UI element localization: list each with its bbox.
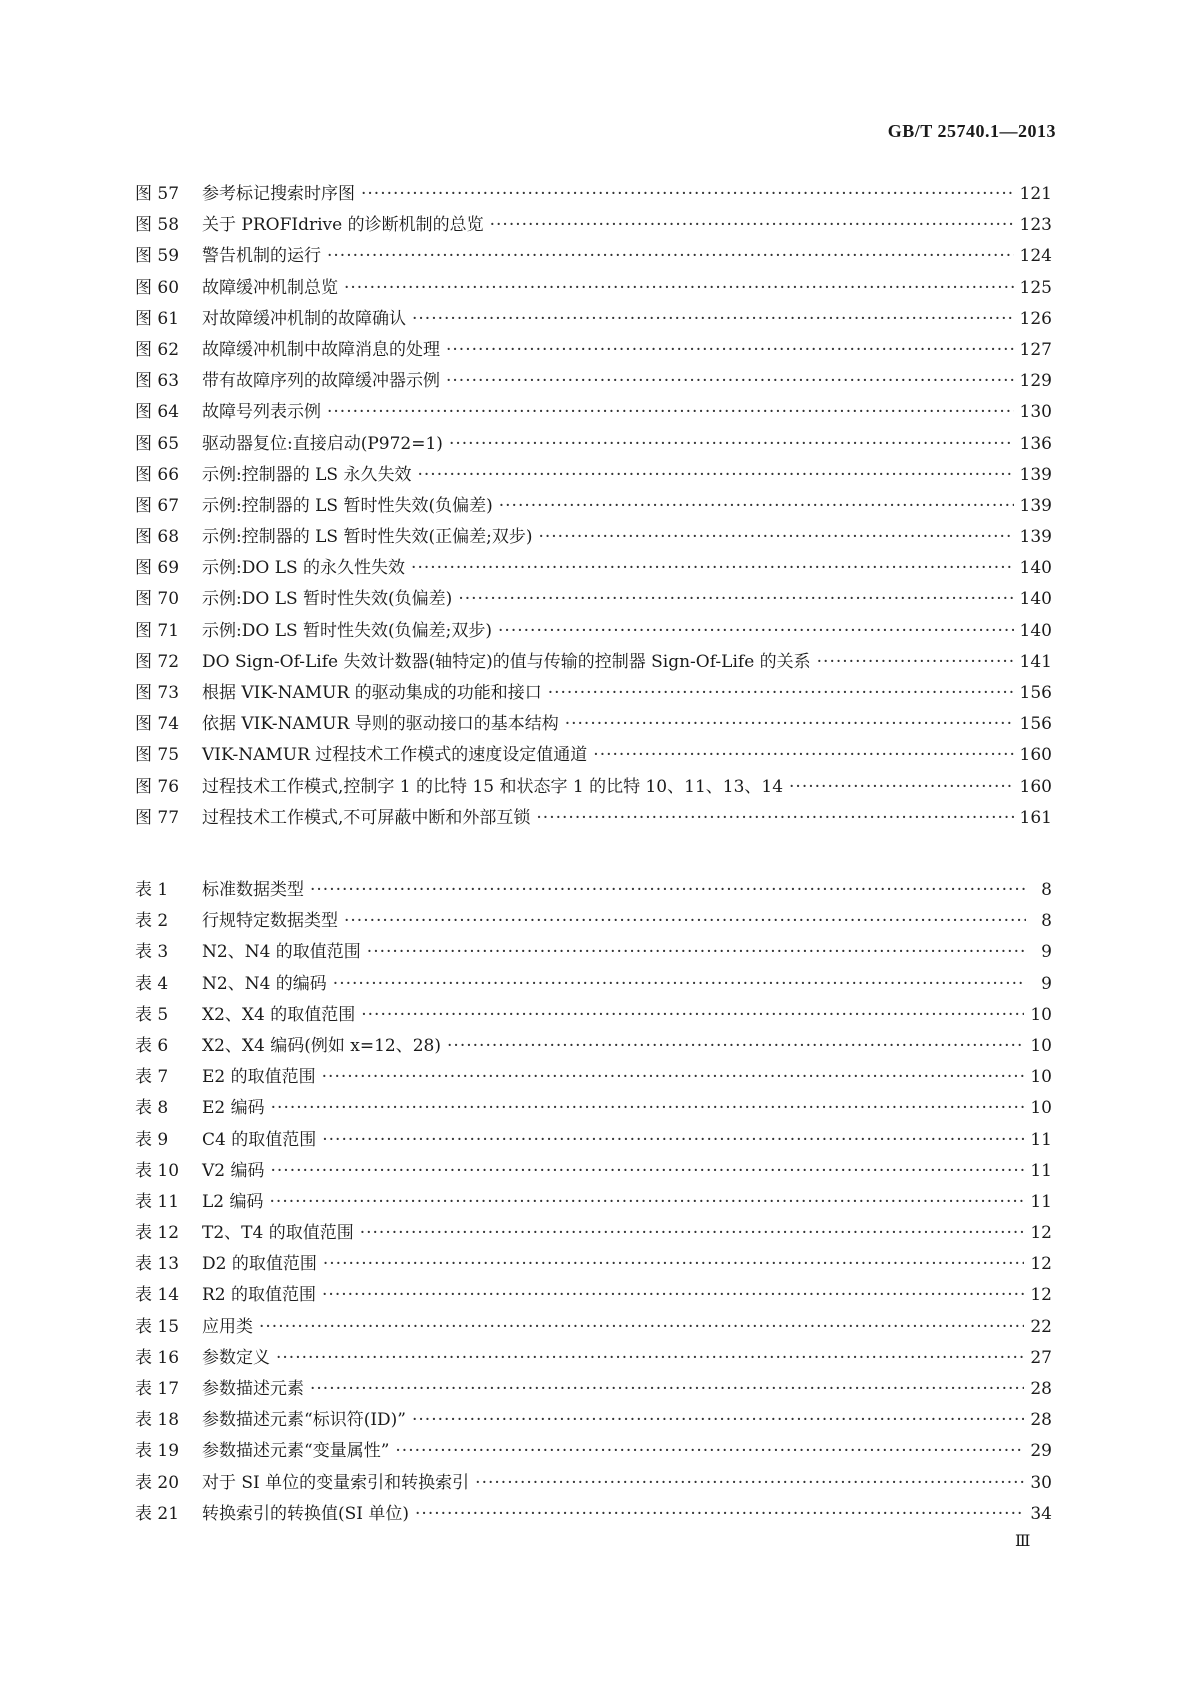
figure-title: 关于 PROFIdrive 的诊断机制的总览 bbox=[202, 215, 484, 236]
figure-title: 示例:控制器的 LS 暂时性失效(负偏差) bbox=[202, 495, 493, 516]
page-ref: 130 bbox=[1019, 402, 1052, 423]
figure-number: 图 68 bbox=[135, 527, 180, 548]
figure-entry[interactable] bbox=[135, 335, 1052, 366]
figure-title: 示例:控制器的 LS 永久失效 bbox=[202, 464, 412, 485]
table-number: 表 21 bbox=[135, 1503, 180, 1524]
figure-number: 图 59 bbox=[135, 246, 180, 267]
dot-leader bbox=[475, 1468, 1024, 1499]
dot-leader bbox=[817, 647, 1014, 678]
table-number: 表 3 bbox=[135, 942, 169, 963]
dot-leader bbox=[536, 803, 1013, 834]
table-entry[interactable] bbox=[135, 1280, 1052, 1311]
page-ref: 10 bbox=[1030, 1004, 1052, 1025]
figure-entry[interactable] bbox=[135, 803, 1052, 834]
figure-title: 驱动器复位:直接启动(P972=1) bbox=[202, 433, 443, 454]
table-title: E2 的取值范围 bbox=[202, 1067, 316, 1088]
page-ref: 139 bbox=[1019, 527, 1052, 548]
figure-number: 图 74 bbox=[135, 714, 180, 735]
dot-leader bbox=[271, 1156, 1025, 1187]
figure-title: 故障号列表示例 bbox=[202, 402, 321, 423]
table-entry[interactable] bbox=[135, 1093, 1052, 1124]
table-entry[interactable] bbox=[135, 1000, 1052, 1031]
page-ref: 12 bbox=[1030, 1285, 1052, 1306]
table-entry[interactable] bbox=[135, 1156, 1052, 1187]
table-number: 表 11 bbox=[135, 1191, 180, 1212]
page-ref: 139 bbox=[1019, 464, 1052, 485]
table-number: 表 12 bbox=[135, 1223, 180, 1244]
table-number: 表 18 bbox=[135, 1410, 180, 1431]
figure-number: 图 77 bbox=[135, 807, 180, 828]
list-of-figures bbox=[135, 179, 1052, 834]
page-ref: 127 bbox=[1019, 339, 1052, 360]
page-ref: 12 bbox=[1030, 1223, 1052, 1244]
page-ref: 124 bbox=[1019, 246, 1052, 267]
page-ref: 11 bbox=[1030, 1129, 1052, 1150]
table-title: 参数描述元素“变量属性” bbox=[202, 1441, 390, 1462]
table-number: 表 4 bbox=[135, 973, 169, 994]
figure-entry[interactable] bbox=[135, 397, 1052, 428]
dot-leader bbox=[789, 772, 1014, 803]
dot-leader bbox=[411, 553, 1014, 584]
page-ref: 30 bbox=[1030, 1472, 1052, 1493]
page-ref: 10 bbox=[1030, 1035, 1052, 1056]
table-title: R2 的取值范围 bbox=[202, 1285, 317, 1306]
dot-leader bbox=[310, 875, 1026, 906]
table-title: 参数描述元素“标识符(ID)” bbox=[202, 1410, 406, 1431]
dot-leader bbox=[499, 491, 1014, 522]
page-ref: 12 bbox=[1030, 1254, 1052, 1275]
dot-leader bbox=[367, 937, 1026, 968]
dot-leader bbox=[415, 1499, 1024, 1530]
figure-title: DO Sign-Of-Life 失效计数器(轴特定)的值与传输的控制器 Sign-Of-Life 的关系 bbox=[202, 651, 811, 672]
table-entry[interactable] bbox=[135, 1312, 1052, 1343]
table-entry[interactable] bbox=[135, 1062, 1052, 1093]
page-ref: 139 bbox=[1019, 495, 1052, 516]
figure-title: 依据 VIK-NAMUR 导则的驱动接口的基本结构 bbox=[202, 714, 559, 735]
figure-title: 示例:DO LS 暂时性失效(负偏差;双步) bbox=[202, 620, 493, 641]
dot-leader bbox=[447, 1031, 1024, 1062]
table-entry[interactable] bbox=[135, 906, 1052, 937]
table-title: V2 编码 bbox=[202, 1160, 265, 1181]
dot-leader bbox=[417, 460, 1013, 491]
page-ref: 8 bbox=[1041, 911, 1052, 932]
dot-leader bbox=[361, 179, 1014, 210]
figure-entry[interactable] bbox=[135, 709, 1052, 740]
dot-leader bbox=[327, 397, 1014, 428]
figure-entry[interactable] bbox=[135, 678, 1052, 709]
page-ref: 22 bbox=[1030, 1316, 1052, 1337]
figure-number: 图 72 bbox=[135, 651, 180, 672]
page-ref: 160 bbox=[1019, 745, 1052, 766]
dot-leader bbox=[310, 1374, 1024, 1405]
page-ref: 121 bbox=[1019, 184, 1052, 204]
dot-leader bbox=[333, 969, 1026, 1000]
table-title: N2、N4 的编码 bbox=[202, 973, 327, 994]
table-entry[interactable] bbox=[135, 1374, 1052, 1405]
table-entry[interactable] bbox=[135, 937, 1052, 968]
figure-entry[interactable] bbox=[135, 553, 1052, 584]
table-number: 表 17 bbox=[135, 1379, 180, 1399]
table-title: X2、X4 编码(例如 x=12、28) bbox=[202, 1035, 442, 1056]
figure-entry[interactable] bbox=[135, 273, 1052, 304]
table-title: 参数定义 bbox=[202, 1347, 270, 1368]
page-ref: 156 bbox=[1019, 714, 1052, 735]
dot-leader bbox=[322, 1280, 1024, 1311]
figure-number: 图 65 bbox=[135, 433, 180, 454]
dot-leader bbox=[548, 678, 1014, 709]
table-title: L2 编码 bbox=[202, 1191, 264, 1212]
page-ref: 160 bbox=[1019, 776, 1052, 797]
dot-leader bbox=[490, 210, 1014, 241]
figure-entry[interactable] bbox=[135, 584, 1052, 615]
table-number: 表 9 bbox=[135, 1129, 169, 1150]
dot-leader bbox=[276, 1343, 1024, 1374]
figure-entry[interactable] bbox=[135, 740, 1052, 771]
figure-title: 带有故障序列的故障缓冲器示例 bbox=[202, 371, 440, 392]
dot-leader bbox=[322, 1062, 1025, 1093]
figure-title: 根据 VIK-NAMUR 的驱动集成的功能和接口 bbox=[202, 683, 542, 703]
figure-entry[interactable] bbox=[135, 647, 1052, 678]
figure-number: 图 71 bbox=[135, 620, 180, 641]
page-ref: 34 bbox=[1030, 1503, 1052, 1524]
table-entry[interactable] bbox=[135, 1125, 1052, 1156]
page-number: Ⅲ bbox=[1015, 1533, 1031, 1550]
figure-title: 示例:控制器的 LS 暂时性失效(正偏差;双步) bbox=[202, 527, 533, 548]
dot-leader bbox=[446, 335, 1014, 366]
figure-number: 图 60 bbox=[135, 277, 180, 298]
figure-title: 过程技术工作模式,不可屏蔽中断和外部互锁 bbox=[202, 807, 531, 828]
table-title: 标准数据类型 bbox=[202, 880, 304, 900]
table-entry[interactable] bbox=[135, 1436, 1052, 1467]
table-entry[interactable] bbox=[135, 1343, 1052, 1374]
table-number: 表 20 bbox=[135, 1472, 180, 1493]
dot-leader bbox=[412, 1405, 1024, 1436]
table-entry[interactable] bbox=[135, 1405, 1052, 1436]
figure-number: 图 70 bbox=[135, 589, 180, 610]
figure-entry[interactable] bbox=[135, 491, 1052, 522]
table-number: 表 5 bbox=[135, 1004, 169, 1025]
figure-title: 警告机制的运行 bbox=[202, 246, 321, 267]
table-number: 表 16 bbox=[135, 1347, 180, 1368]
figure-entry[interactable] bbox=[135, 210, 1052, 241]
table-entry[interactable] bbox=[135, 1249, 1052, 1280]
table-number: 表 6 bbox=[135, 1035, 169, 1056]
table-number: 表 8 bbox=[135, 1098, 169, 1119]
dot-leader bbox=[395, 1436, 1024, 1467]
table-number: 表 10 bbox=[135, 1160, 180, 1181]
table-entry[interactable] bbox=[135, 969, 1052, 1000]
page-ref: 11 bbox=[1030, 1160, 1052, 1181]
figure-entry[interactable] bbox=[135, 366, 1052, 397]
figure-number: 图 66 bbox=[135, 464, 180, 485]
dot-leader bbox=[360, 1218, 1025, 1249]
table-entry[interactable] bbox=[135, 1187, 1052, 1218]
figure-title: 故障缓冲机制中故障消息的处理 bbox=[202, 339, 440, 360]
figure-title: 示例:DO LS 暂时性失效(负偏差) bbox=[202, 589, 453, 610]
page-ref: 140 bbox=[1019, 589, 1052, 610]
dot-leader bbox=[361, 1000, 1024, 1031]
table-number: 表 13 bbox=[135, 1254, 180, 1275]
dot-leader bbox=[446, 366, 1014, 397]
figure-number: 图 67 bbox=[135, 495, 180, 516]
page-ref: 11 bbox=[1030, 1191, 1052, 1212]
dot-leader bbox=[271, 1093, 1025, 1124]
figure-entry[interactable] bbox=[135, 460, 1052, 491]
table-title: N2、N4 的取值范围 bbox=[202, 942, 361, 963]
page-ref: 27 bbox=[1030, 1347, 1052, 1368]
table-entry[interactable] bbox=[135, 875, 1052, 906]
figure-entry[interactable] bbox=[135, 522, 1052, 553]
figure-number: 图 73 bbox=[135, 683, 180, 703]
figure-number: 图 62 bbox=[135, 339, 180, 360]
figure-title: 参考标记搜索时序图 bbox=[202, 184, 355, 204]
dot-leader bbox=[565, 709, 1014, 740]
table-title: T2、T4 的取值范围 bbox=[202, 1223, 354, 1244]
page-ref: 125 bbox=[1019, 277, 1052, 298]
dot-leader bbox=[344, 906, 1026, 937]
list-of-tables bbox=[135, 875, 1052, 1530]
figure-title: 故障缓冲机制总览 bbox=[202, 277, 338, 298]
table-title: D2 的取值范围 bbox=[202, 1254, 317, 1275]
dot-leader bbox=[327, 241, 1014, 272]
page-ref: 141 bbox=[1019, 651, 1052, 672]
page-ref: 140 bbox=[1019, 558, 1052, 579]
page-ref: 129 bbox=[1019, 371, 1052, 392]
table-entry[interactable] bbox=[135, 1218, 1052, 1249]
table-number: 表 15 bbox=[135, 1316, 180, 1337]
dot-leader bbox=[323, 1249, 1025, 1280]
table-title: X2、X4 的取值范围 bbox=[202, 1004, 356, 1025]
figure-entry[interactable] bbox=[135, 772, 1052, 803]
figure-number: 图 76 bbox=[135, 776, 180, 797]
table-number: 表 14 bbox=[135, 1285, 180, 1306]
dot-leader bbox=[412, 304, 1014, 335]
dot-leader bbox=[322, 1125, 1024, 1156]
page-ref: 28 bbox=[1030, 1410, 1052, 1431]
page-ref: 126 bbox=[1019, 308, 1052, 329]
dot-leader bbox=[259, 1312, 1024, 1343]
table-entry[interactable] bbox=[135, 1468, 1052, 1499]
figure-number: 图 58 bbox=[135, 215, 180, 236]
table-title: E2 编码 bbox=[202, 1098, 265, 1119]
figure-entry[interactable] bbox=[135, 241, 1052, 272]
page-ref: 9 bbox=[1041, 942, 1052, 963]
table-number: 表 2 bbox=[135, 911, 169, 932]
figure-number: 图 63 bbox=[135, 371, 180, 392]
page-ref: 10 bbox=[1030, 1098, 1052, 1119]
figure-number: 图 57 bbox=[135, 184, 180, 204]
page-ref: 29 bbox=[1030, 1441, 1052, 1462]
figure-entry[interactable] bbox=[135, 304, 1052, 335]
figure-title: 示例:DO LS 的永久性失效 bbox=[202, 558, 406, 579]
dot-leader bbox=[270, 1187, 1025, 1218]
table-title: C4 的取值范围 bbox=[202, 1129, 317, 1150]
dot-leader bbox=[593, 740, 1013, 771]
dot-leader bbox=[498, 616, 1014, 647]
table-entry[interactable] bbox=[135, 1031, 1052, 1062]
figure-entry[interactable] bbox=[135, 616, 1052, 647]
page-ref: 28 bbox=[1030, 1379, 1052, 1399]
table-title: 参数描述元素 bbox=[202, 1379, 304, 1399]
table-number: 表 7 bbox=[135, 1067, 169, 1088]
table-title: 转换索引的转换值(SI 单位) bbox=[202, 1503, 410, 1524]
dot-leader bbox=[344, 273, 1014, 304]
page-ref: 9 bbox=[1041, 973, 1052, 994]
table-number: 表 1 bbox=[135, 880, 169, 900]
dot-leader bbox=[458, 584, 1013, 615]
figure-title: VIK-NAMUR 过程技术工作模式的速度设定值通道 bbox=[202, 745, 588, 766]
table-number: 表 19 bbox=[135, 1441, 180, 1462]
page-ref: 10 bbox=[1030, 1067, 1052, 1088]
figure-number: 图 64 bbox=[135, 402, 180, 423]
figure-number: 图 75 bbox=[135, 745, 180, 766]
figure-entry[interactable] bbox=[135, 429, 1052, 460]
table-title: 对于 SI 单位的变量索引和转换索引 bbox=[202, 1472, 470, 1493]
figure-number: 图 61 bbox=[135, 308, 180, 329]
dot-leader bbox=[449, 429, 1014, 460]
dot-leader bbox=[538, 522, 1013, 553]
standard-number-header: GB/T 25740.1—2013 bbox=[887, 121, 1056, 141]
page-ref: 123 bbox=[1019, 215, 1052, 236]
page-ref: 140 bbox=[1019, 620, 1052, 641]
table-title: 行规特定数据类型 bbox=[202, 911, 338, 932]
figure-title: 对故障缓冲机制的故障确认 bbox=[202, 308, 406, 329]
table-entry[interactable] bbox=[135, 1499, 1052, 1530]
page-ref: 136 bbox=[1019, 433, 1052, 454]
page-ref: 161 bbox=[1019, 807, 1052, 828]
figure-number: 图 69 bbox=[135, 558, 180, 579]
page-ref: 156 bbox=[1019, 683, 1052, 703]
figure-title: 过程技术工作模式,控制字 1 的比特 15 和状态字 1 的比特 10、11、13、14 bbox=[202, 776, 784, 797]
page-ref: 8 bbox=[1041, 880, 1052, 900]
table-title: 应用类 bbox=[202, 1316, 253, 1337]
figure-entry[interactable] bbox=[135, 179, 1052, 210]
